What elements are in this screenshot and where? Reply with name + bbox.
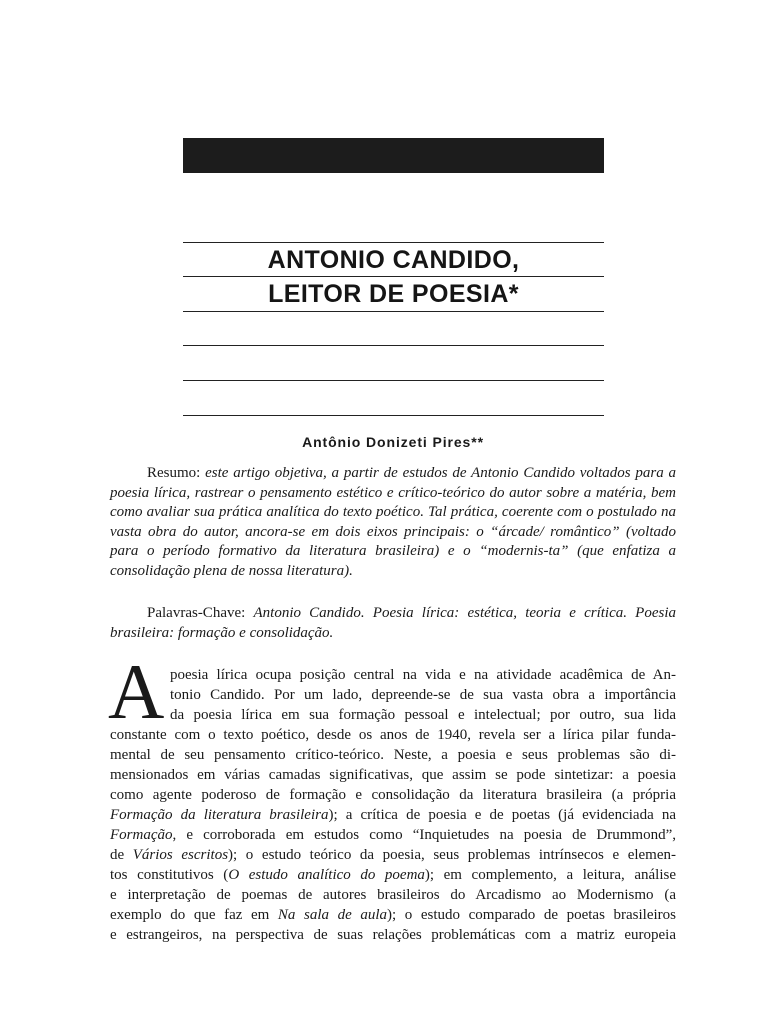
abstract-text: este artigo objetiva, a partir de estudos de Antonio Candido voltados para a poesia lírica, rastrear o pensamento estético e crítico-teórico do autor sobre a matéria, bem como avaliar sua prática analítica do texto poético. Tal prática, coerente com o postulado na vasta obra do autor, ancora-se em dois eixos principais: o “árcade/ romântico” (voltado para o período formativo da literatura brasileira) e o “modernis-ta” (que enfatiza a consolidação plena de nossa literatura). [110, 465, 677, 579]
body-line: tos constitutivos (O estudo analítico do poema); em complemento, a leitura, análise [110, 867, 676, 883]
book-title: O estudo analítico do poema [228, 867, 425, 883]
keywords-text: Antonio Candido. Poesia lírica: estética, teoria e crítica. Poesia brasileira: formação e consolidação. [110, 605, 676, 641]
book-title: Formação [110, 827, 173, 843]
decorative-rule-2 [183, 380, 604, 381]
body-line: de Vários escritos); o estudo teórico da poesia, seus problemas intrínsecos e elemen- [110, 847, 676, 863]
book-title: Formação da literatura brasileira [110, 807, 329, 823]
header-bar [183, 138, 604, 173]
title-line-1: ANTONIO CANDIDO, [267, 246, 520, 274]
body-line: Formação, e corroborada em estudos como “Inquietudes na poesia de Drummond”, [110, 827, 676, 843]
body-line: e estrangeiros, na perspectiva de suas relações problemáticas com a matriz europeia [110, 927, 676, 943]
body-line: Formação da literatura brasileira); a crítica de poesia e de poetas (já evidenciada na [110, 807, 676, 823]
decorative-rule-1 [183, 345, 604, 346]
book-title: Vários escritos [132, 847, 229, 863]
body-line: mental de seu pensamento crítico-teórico. Neste, a poesia e seus problemas são di- [110, 747, 676, 763]
body-text [110, 665, 676, 945]
body-line: da poesia lírica em sua formação pessoal e intelectual; por outro, sua lida [170, 707, 676, 723]
author-name: Antônio Donizeti Pires** [302, 434, 484, 450]
title-rule-middle [183, 276, 604, 277]
body-line: poesia lírica ocupa posição central na vida e na atividade acadêmica de An- [170, 667, 676, 683]
keywords-label: Palavras-Chave: [147, 605, 246, 621]
abstract [110, 464, 676, 581]
body-line: e interpretação de poemas de autores brasileiros do Arcadismo ao Modernismo (a [110, 887, 676, 903]
title-rule-bottom [183, 311, 604, 312]
decorative-rule-3 [183, 415, 604, 416]
keywords [110, 604, 676, 643]
abstract-label: Resumo: [147, 465, 201, 481]
title-line-2: LEITOR DE POESIA* [268, 280, 519, 308]
body-line: exemplo do que faz em Na sala de aula); o estudo comparado de poetas brasileiros [110, 907, 677, 923]
book-title: Na sala de aula [277, 907, 388, 923]
drop-cap: A [108, 648, 165, 735]
body-line: tonio Candido. Por um lado, depreende-se de sua vasta obra a importância [170, 687, 676, 703]
body-line: como agente poderoso de formação e consolidação da literatura brasileira (a própria [110, 787, 676, 803]
body-line: mensionados em várias camadas significativas, que assim se pode sintetizar: a poesia [110, 767, 676, 783]
body-line: constante com o texto poético, desde os anos de 1940, revela ser a lírica pilar funda- [110, 727, 676, 743]
title-rule-top [183, 242, 604, 243]
